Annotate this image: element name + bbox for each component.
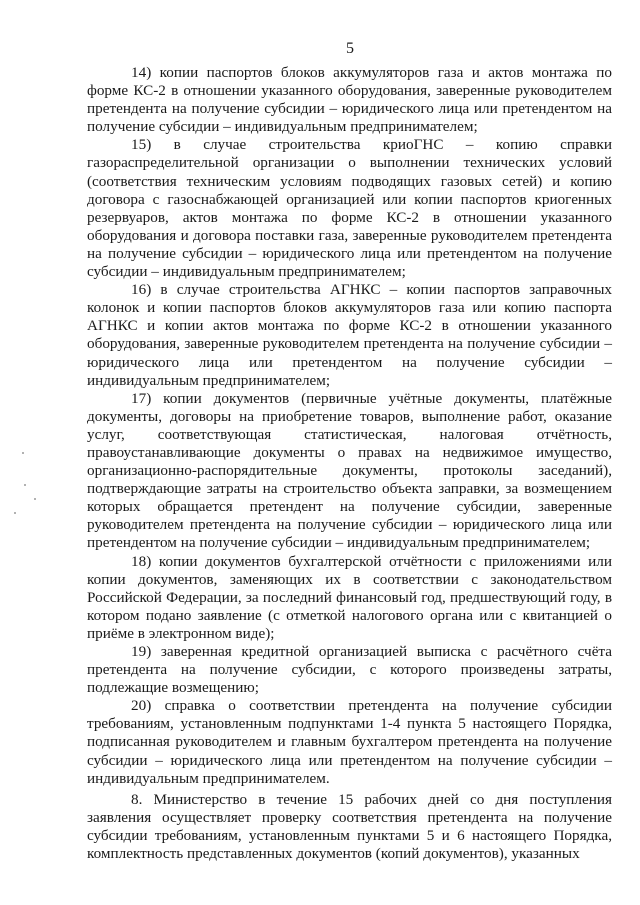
page-number: 5 bbox=[346, 40, 354, 57]
paragraph-item-14: 14) копии паспортов блоков аккумуляторов газа и актов монтажа по форме КС-2 в отношении указанного оборудования, заверенные руководителем претендента на получение субсидии – юридического лица или претендентом на получение субсидии – индивидуальным предпринимателем; bbox=[87, 64, 612, 136]
paragraph-item-15: 15) в случае строительства криоГНС – копию справки газораспределительной организации о выполнении технических условий (соответствия техническим условиям подводящих газовых сетей) и копию договора с газоснабжающей организацией или копии паспортов криогенных резервуаров, актов монтажа по форме КС-2 в отношении указанного оборудования и договора поставки газа, заверенные руководителем претендента на получение субсидии – юридического лица или претендентом на получение субсидии – индивидуальным предпринимателем; bbox=[87, 136, 612, 281]
document-body bbox=[87, 64, 612, 863]
scan-speck bbox=[34, 498, 36, 500]
paragraph-item-16: 16) в случае строительства АГНКС – копии паспортов заправочных колонок и копии паспортов блоков аккумуляторов газа или копию паспорта АГНКС и копии актов монтажа по форме КС-2 в отношении указанного оборудования, заверенные руководителем претендента на получение субсидии – юридического лица или претендентом на получение субсидии – индивидуальным предпринимателем; bbox=[87, 281, 612, 389]
scan-speck bbox=[22, 452, 24, 454]
paragraph-item-19: 19) заверенная кредитной организацией выписка с расчётного счёта претендента на получение субсидии, с которого произведены затраты, подлежащие возмещению; bbox=[87, 643, 612, 697]
scan-speck bbox=[14, 512, 16, 514]
scan-speck bbox=[24, 484, 26, 486]
paragraph-section-8: 8. Министерство в течение 15 рабочих дней со дня поступления заявления осуществляет проверку соответствия претендента на получение субсидии требованиям, установленным пунктами 5 и 6 настоящего Порядка, комплектность представленных документов (копий документов), указанных bbox=[87, 790, 612, 863]
paragraph-item-17: 17) копии документов (первичные учётные документы, платёжные документы, договоры на приобретение товаров, выполнение работ, оказание услуг, соответствующая статистическая, налоговая отчётность, правоустанавливающие документы о правах на недвижимое имущество, организационно-распорядительные документы, протоколы заседаний), подтверждающие затраты на строительство объекта заправки, за возмещением которых обращается претендент на получение субсидии, заверенные руководителем претендента на получение субсидии – юридического лица или претендентом на получение субсидии – индивидуальным предпринимателем; bbox=[87, 389, 612, 552]
paragraph-item-20: 20) справка о соответствии претендента на получение субсидии требованиям, установленным подпунктами 1-4 пункта 5 настоящего Порядка, подписанная руководителем и главным бухгалтером претендента на получение субсидии – юридического лица или претендентом на получение субсидии – индивидуальным предпринимателем. bbox=[87, 697, 612, 787]
paragraph-item-18: 18) копии документов бухгалтерской отчётности с приложениями или копии документов, заменяющих их в соответствии с законодательством Российской Федерации, за последний финансовый год, предшествующий году, в котором подано заявление (с отметкой налогового органа или с квитанцией о приёме в электронном виде); bbox=[87, 552, 612, 642]
